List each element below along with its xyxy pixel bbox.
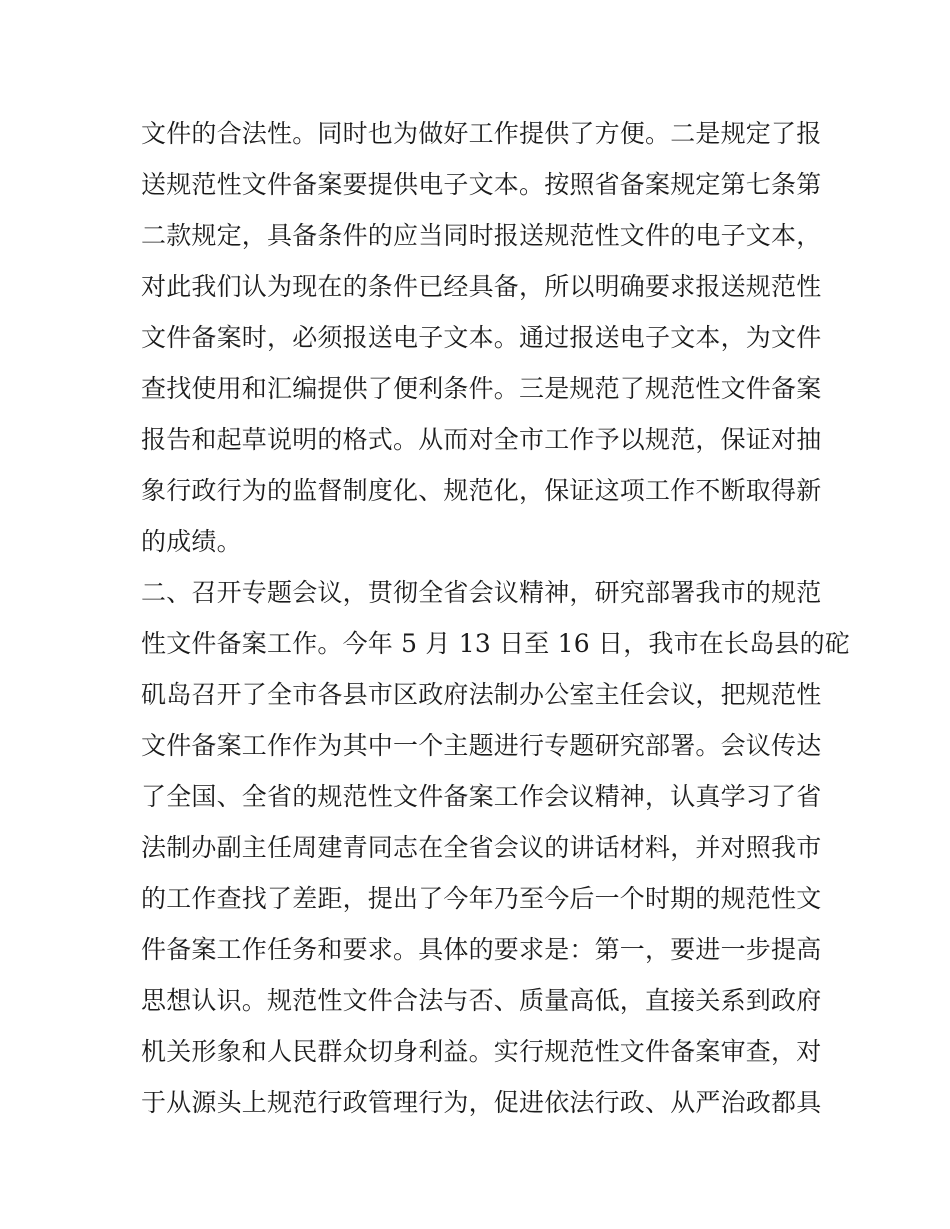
text-line: 件备案工作任务和要求。具体的要求是：第一，要进一步提高 xyxy=(141,935,822,964)
text-line: 文件备案工作作为其中一个主题进行专题研究部署。会议传达 xyxy=(141,731,822,760)
text-line: 送规范性文件备案要提供电子文本。按照省备案规定第七条第 xyxy=(141,170,822,199)
text-line: 二款规定，具备条件的应当同时报送规范性文件的电子文本， xyxy=(141,221,822,250)
text-line: 文件的合法性。同时也为做好工作提供了方便。二是规定了报 xyxy=(141,119,822,148)
text-line: 象行政行为的监督制度化、规范化，保证这项工作不断取得新 xyxy=(141,476,822,505)
text-line: 于从源头上规范行政管理行为，促进依法行政、从严治政都具 xyxy=(141,1088,822,1117)
text-line: 报告和起草说明的格式。从而对全市工作予以规范，保证对抽 xyxy=(141,425,822,454)
text-line: 了全国、全省的规范性文件备案工作会议精神，认真学习了省 xyxy=(141,782,822,811)
body-text xyxy=(141,108,851,1128)
text-line: 对此我们认为现在的条件已经具备，所以明确要求报送规范性 xyxy=(141,272,822,301)
section-heading-line: 二、召开专题会议，贯彻全省会议精神，研究部署我市的规范 xyxy=(141,578,822,607)
text-line: 性文件备案工作。今年 5 月 13 日至 16 日，我市在长岛县的砣 xyxy=(141,629,851,658)
text-line: 查找使用和汇编提供了便利条件。三是规范了规范性文件备案 xyxy=(141,374,822,403)
text-line: 机关形象和人民群众切身利益。实行规范性文件备案审查，对 xyxy=(141,1037,822,1066)
text-line: 法制办副主任周建青同志在全省会议的讲话材料，并对照我市 xyxy=(141,833,822,862)
text-line: 思想认识。规范性文件合法与否、质量高低，直接关系到政府 xyxy=(141,986,822,1015)
text-line: 文件备案时，必须报送电子文本。通过报送电子文本，为文件 xyxy=(141,323,822,352)
text-line: 矶岛召开了全市各县市区政府法制办公室主任会议，把规范性 xyxy=(141,680,822,709)
text-line: 的成绩。 xyxy=(141,527,242,556)
text-line: 的工作查找了差距，提出了今年乃至今后一个时期的规范性文 xyxy=(141,884,822,913)
